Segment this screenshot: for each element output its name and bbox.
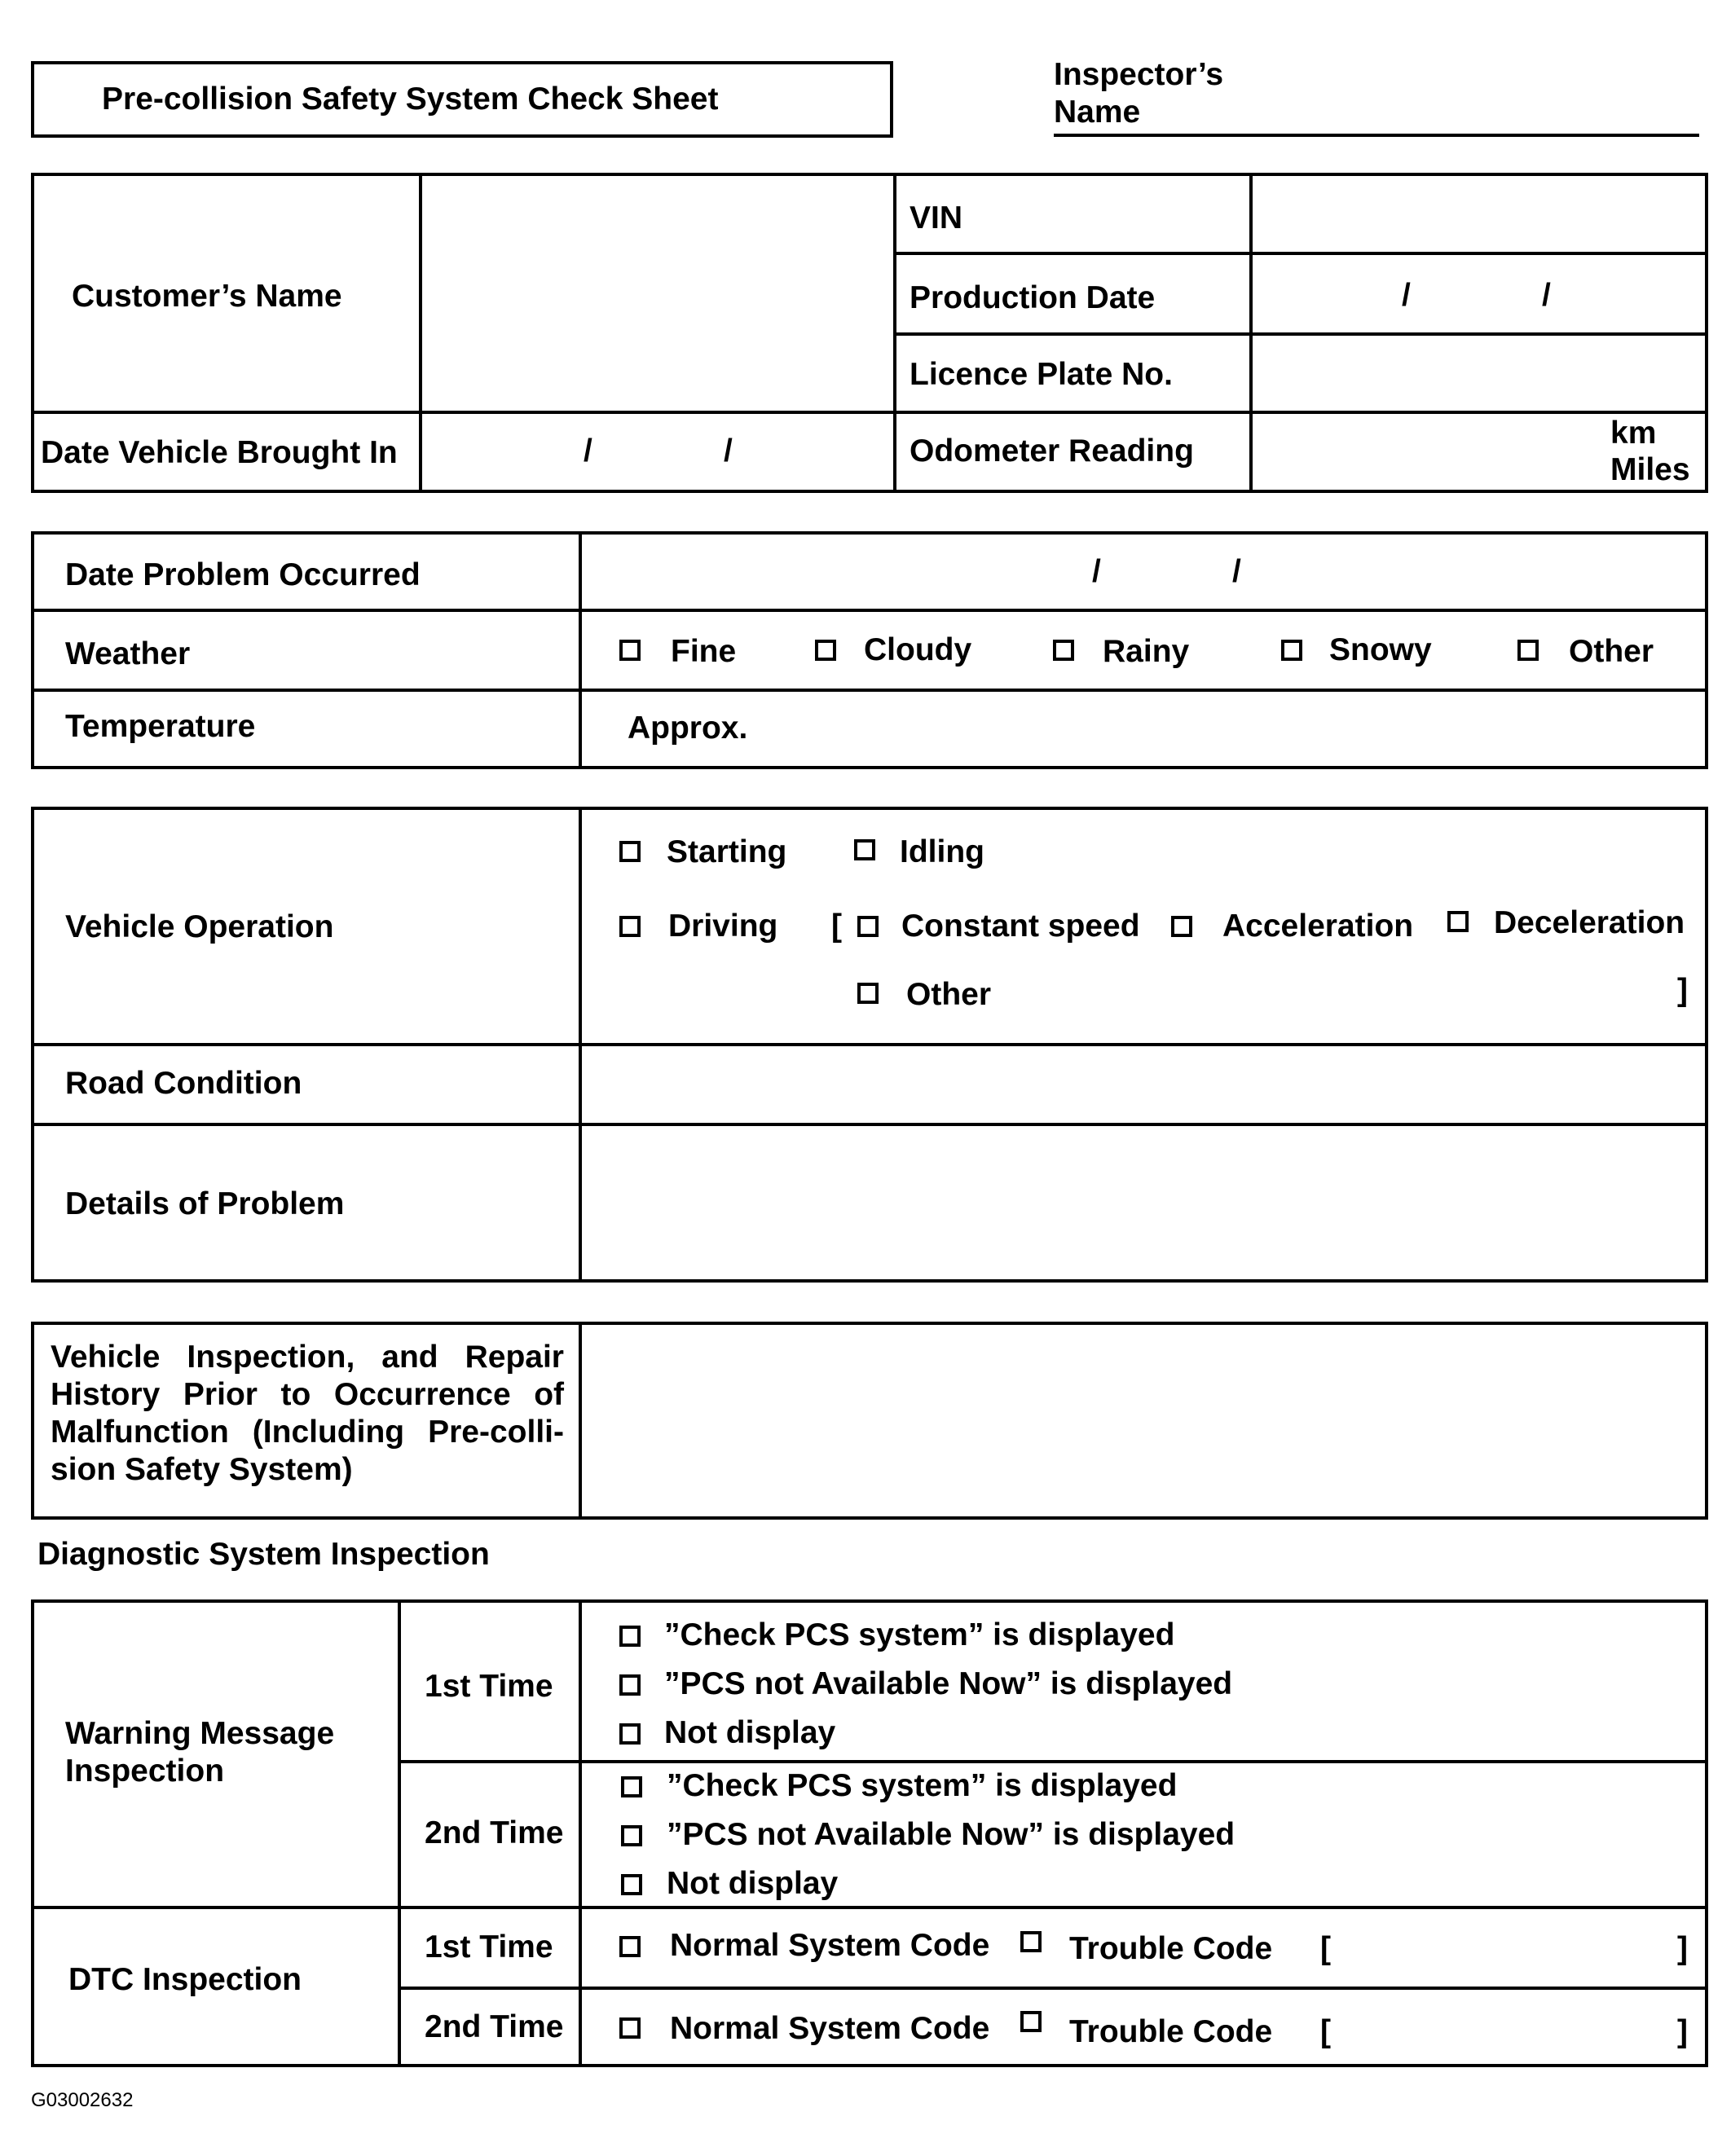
dtc-2-open-bracket: [ <box>1320 2014 1331 2049</box>
dtc-2-close-bracket: ] <box>1677 2014 1688 2049</box>
vehicle-operation-label: Vehicle Operation <box>65 909 334 944</box>
warning-second-time-label: 2nd Time <box>425 1815 564 1850</box>
figure-id: G03002632 <box>31 2089 134 2111</box>
date-separator: / <box>724 433 733 469</box>
dtc-second-time-label: 2nd Time <box>425 2009 564 2044</box>
idling-label: Idling <box>900 834 984 869</box>
driving-open-bracket: [ <box>831 909 842 944</box>
warning-2-check-pcs-label: ”Check PCS system” is displayed <box>667 1768 1178 1803</box>
constant-speed-checkbox[interactable] <box>857 916 879 937</box>
history-field[interactable] <box>582 1325 1705 1516</box>
road-condition-label: Road Condition <box>65 1066 302 1101</box>
warning-2-not-display-checkbox[interactable] <box>621 1874 642 1895</box>
warning-1-check-pcs-label: ”Check PCS system” is displayed <box>664 1617 1175 1652</box>
inspector-name-line[interactable] <box>1054 134 1699 137</box>
driving-label: Driving <box>668 909 778 944</box>
vin-label: VIN <box>910 200 963 235</box>
date-separator: / <box>584 433 592 469</box>
weather-fine-label: Fine <box>671 634 737 669</box>
dtc-first-time-label: 1st Time <box>425 1929 553 1965</box>
warning-2-not-available-checkbox[interactable] <box>621 1825 642 1846</box>
acceleration-checkbox[interactable] <box>1171 916 1192 937</box>
idling-checkbox[interactable] <box>854 839 875 860</box>
divider <box>31 1906 1708 1909</box>
date-separator: / <box>1402 278 1411 313</box>
operation-close-bracket: ] <box>1677 973 1688 1008</box>
inspector-label-line1: Inspector’s <box>1054 57 1224 92</box>
weather-other-label: Other <box>1569 634 1654 669</box>
dtc-1-close-bracket: ] <box>1677 1931 1688 1966</box>
details-label: Details of Problem <box>65 1186 345 1221</box>
customer-name-field[interactable] <box>422 176 893 411</box>
warning-1-not-available-checkbox[interactable] <box>619 1674 641 1696</box>
dtc-2-trouble-checkbox[interactable] <box>1020 2011 1042 2032</box>
warning-2-not-display-label: Not display <box>667 1866 839 1901</box>
diagnostic-heading: Diagnostic System Inspection <box>37 1537 490 1572</box>
driving-checkbox[interactable] <box>619 916 641 937</box>
dtc-1-code-field[interactable] <box>1337 1923 1671 1972</box>
history-label: Vehicle Inspection, and Repair History Prior to Occurrence of Malfunction (Including Pre-colli-sion Safety System) <box>51 1340 564 1487</box>
warning-label-line1: Warning Message <box>65 1716 335 1751</box>
warning-1-not-available-label: ”PCS not Available Now” is displayed <box>664 1666 1233 1701</box>
weather-fine-checkbox[interactable] <box>619 640 641 661</box>
dtc-1-trouble-label: Trouble Code <box>1069 1931 1273 1966</box>
warning-first-time-label: 1st Time <box>425 1669 553 1704</box>
dtc-label: DTC Inspection <box>68 1962 302 1997</box>
dtc-1-normal-label: Normal System Code <box>670 1928 990 1963</box>
divider <box>579 1599 582 2067</box>
acceleration-label: Acceleration <box>1222 909 1414 944</box>
weather-label: Weather <box>65 636 191 671</box>
divider <box>31 609 1708 612</box>
dtc-2-trouble-label: Trouble Code <box>1069 2014 1273 2049</box>
date-brought-in-field[interactable] <box>422 414 893 490</box>
vin-field[interactable] <box>1253 176 1705 252</box>
deceleration-label: Deceleration <box>1494 905 1685 940</box>
dtc-2-normal-label: Normal System Code <box>670 2011 990 2046</box>
divider <box>398 1987 1708 1990</box>
temperature-value[interactable]: Approx. <box>628 711 748 746</box>
odometer-unit-km: km <box>1610 416 1657 451</box>
warning-1-not-display-checkbox[interactable] <box>619 1723 641 1745</box>
warning-2-not-available-label: ”PCS not Available Now” is displayed <box>667 1817 1235 1852</box>
weather-snowy-checkbox[interactable] <box>1281 640 1302 661</box>
operation-other-label: Other <box>906 977 992 1012</box>
divider <box>31 689 1708 692</box>
weather-cloudy-label: Cloudy <box>864 632 972 667</box>
licence-plate-label: Licence Plate No. <box>910 357 1173 392</box>
dtc-2-normal-checkbox[interactable] <box>619 2017 641 2039</box>
inspector-label-line2: Name <box>1054 95 1141 130</box>
dtc-2-code-field[interactable] <box>1337 2004 1671 2053</box>
deceleration-checkbox[interactable] <box>1447 911 1469 932</box>
weather-cloudy-checkbox[interactable] <box>815 640 836 661</box>
dtc-1-open-bracket: [ <box>1320 1931 1331 1966</box>
warning-1-check-pcs-checkbox[interactable] <box>619 1626 641 1647</box>
warning-label-line2: Inspection <box>65 1753 225 1789</box>
customer-name-label: Customer’s Name <box>72 279 342 314</box>
weather-rainy-label: Rainy <box>1103 634 1190 669</box>
temperature-label: Temperature <box>65 709 256 744</box>
sheet-title: Pre-collision Safety System Check Sheet <box>102 81 719 117</box>
date-separator: / <box>1542 278 1551 313</box>
licence-plate-field[interactable] <box>1253 336 1705 411</box>
date-separator: / <box>1232 554 1241 589</box>
date-brought-in-label: Date Vehicle Brought In <box>41 435 398 470</box>
production-date-label: Production Date <box>910 280 1156 315</box>
divider <box>398 1760 1708 1763</box>
warning-2-check-pcs-checkbox[interactable] <box>621 1776 642 1797</box>
road-condition-field[interactable] <box>582 1046 1705 1123</box>
operation-other-checkbox[interactable] <box>857 983 879 1004</box>
weather-snowy-label: Snowy <box>1329 632 1432 667</box>
weather-rainy-checkbox[interactable] <box>1053 640 1074 661</box>
odometer-unit-miles: Miles <box>1610 452 1690 487</box>
dtc-1-normal-checkbox[interactable] <box>619 1936 641 1957</box>
starting-label: Starting <box>667 834 787 869</box>
date-problem-field[interactable] <box>582 535 1705 609</box>
divider <box>398 1599 401 2067</box>
weather-other-checkbox[interactable] <box>1517 640 1539 661</box>
date-separator: / <box>1092 554 1101 589</box>
odometer-label: Odometer Reading <box>910 433 1194 469</box>
details-field[interactable] <box>582 1126 1705 1279</box>
dtc-1-trouble-checkbox[interactable] <box>1020 1931 1042 1952</box>
warning-1-not-display-label: Not display <box>664 1715 836 1750</box>
constant-speed-label: Constant speed <box>901 909 1140 944</box>
production-date-field[interactable] <box>1253 255 1705 332</box>
starting-checkbox[interactable] <box>619 841 641 862</box>
date-problem-label: Date Problem Occurred <box>65 557 421 592</box>
